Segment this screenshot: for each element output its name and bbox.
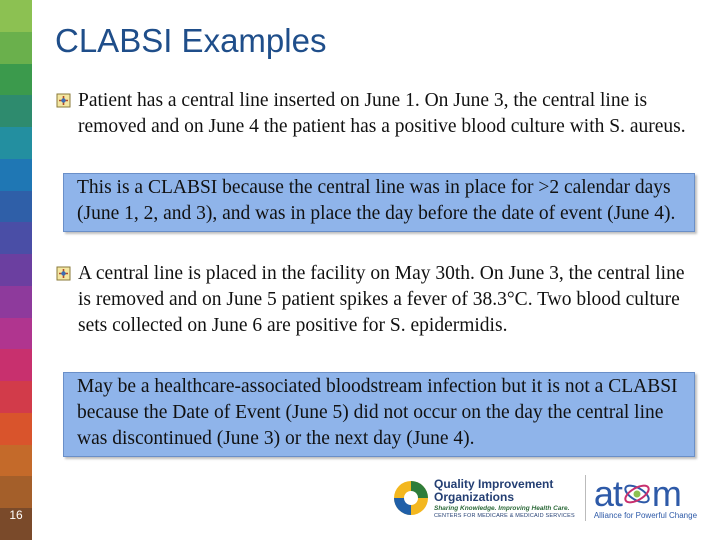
color-strip-segment [0,413,32,445]
color-strip-segment [0,159,32,191]
color-strip-segment [0,32,32,64]
example-1-scenario: Patient has a central line inserted on June 1. On June 3, the central line is removed and on June 4 the patient has a positive blood culture with S. aureus. [78,90,686,137]
color-strip-segment [0,0,32,32]
qio-title-line1: Quality Improvement [434,476,554,491]
color-strip-segment [0,349,32,381]
bullet-example-1 [56,88,698,140]
color-strip-segment [0,191,32,223]
qio-tagline: Sharing Knowledge. Improving Health Care. [434,504,570,512]
color-strip-segment [0,127,32,159]
qio-title-line2: Organizations [434,489,515,504]
color-strip-segment [0,445,32,477]
qio-emblem-icon [392,479,430,517]
bullet-example-2 [56,261,698,339]
qio-cms-label: CENTERS FOR MEDICARE & MEDICAID SERVICES [434,512,575,519]
callout-example-2: May be a healthcare-associated bloodstream infection but it is not a CLABSI because the Date of Event (June 5) did not occur on the day the central line was discontinued (June 3) or the next day (June 4). [63,372,695,457]
footer-logos [392,470,702,526]
logo-divider [585,475,586,521]
color-strip-segment [0,318,32,350]
color-strip-segment [0,381,32,413]
qio-logo [392,478,575,519]
color-strip [0,0,32,540]
atom-word-right: m [651,472,681,514]
color-strip-segment [0,64,32,96]
example-2-scenario: A central line is placed in the facility on May 30th. On June 3, the central line is removed and on June 5 patient spikes a fever of 38.3°C. Two blood culture sets collected on June 6 are positive for S. epidermidis. [78,263,685,336]
bullet-square-icon [56,266,71,281]
atom-orbit-icon [622,480,652,508]
atom-tagline: Alliance for Powerful Change [593,510,698,520]
color-strip-segment [0,95,32,127]
atom-word-left: at [593,472,622,514]
bullet-square-icon [56,93,71,108]
slide-title: CLABSI Examples [55,22,327,59]
page-number: 16 [9,508,23,522]
atom-logo [593,472,698,520]
color-strip-segment [0,286,32,318]
color-strip-segment [0,222,32,254]
color-strip-segment [0,254,32,286]
callout-example-1: This is a CLABSI because the central line was in place for >2 calendar days (June 1, 2, and 3), and was in place the day before the date of event (June 4). [63,173,695,232]
